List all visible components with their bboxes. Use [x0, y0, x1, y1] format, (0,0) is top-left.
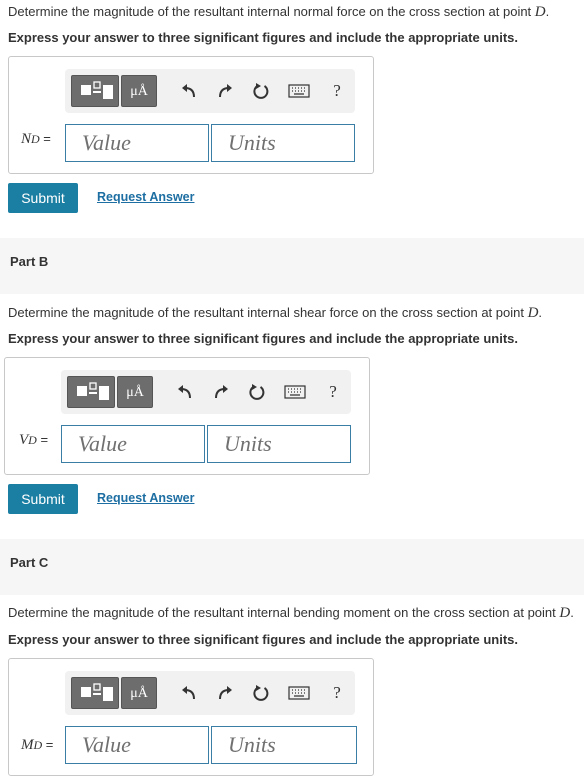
undo-icon [177, 384, 193, 400]
part-b-answer-box [4, 357, 370, 475]
templates-button[interactable] [71, 677, 119, 709]
part-b-submit-button[interactable]: Submit [8, 484, 78, 514]
redo-icon [217, 685, 233, 701]
undo-icon [181, 685, 197, 701]
part-c-units-input[interactable]: Units [211, 726, 357, 764]
keyboard-button[interactable] [281, 376, 309, 408]
redo-icon [213, 384, 229, 400]
redo-button[interactable] [207, 376, 235, 408]
undo-icon [181, 83, 197, 99]
part-c-header [0, 539, 584, 595]
part-b-title: Part B [10, 254, 49, 269]
reset-icon [252, 82, 270, 100]
part-c-variable-label: MD = [21, 737, 54, 753]
templates-icon [68, 377, 116, 409]
undo-button[interactable] [175, 75, 203, 107]
keyboard-icon [284, 385, 306, 399]
templates-button[interactable] [67, 376, 115, 408]
math-toolbar [65, 69, 355, 113]
part-c-instruction: Express your answer to three significant figures and include the appropriate units. [8, 632, 518, 647]
reset-icon [252, 684, 270, 702]
templates-button[interactable] [71, 75, 119, 107]
part-a-units-input[interactable]: Units [211, 124, 355, 162]
part-a-point: D [534, 4, 546, 20]
part-a-question: Determine the magnitude of the resultant internal normal force on the cross section at point D. [8, 4, 550, 20]
keyboard-button[interactable] [285, 677, 313, 709]
reset-button[interactable] [247, 75, 275, 107]
templates-icon [72, 76, 120, 108]
units-button[interactable]: μÅ [117, 376, 153, 408]
keyboard-button[interactable] [285, 75, 313, 107]
part-a-value-input[interactable]: Value [65, 124, 209, 162]
undo-button[interactable] [171, 376, 199, 408]
undo-button[interactable] [175, 677, 203, 709]
part-c-point: D [559, 605, 571, 621]
units-button[interactable]: μÅ [121, 75, 157, 107]
math-toolbar [65, 671, 355, 715]
part-b-value-input[interactable]: Value [61, 425, 205, 463]
reset-button[interactable] [243, 376, 271, 408]
part-a-instruction: Express your answer to three significant figures and include the appropriate units. [8, 30, 518, 45]
part-b-instruction: Express your answer to three significant figures and include the appropriate units. [8, 331, 518, 346]
part-c-value-input[interactable]: Value [65, 726, 209, 764]
part-b-point: D [527, 305, 539, 321]
units-button[interactable]: μÅ [121, 677, 157, 709]
part-c-question: Determine the magnitude of the resultant internal bending moment on the cross section at point D. [8, 605, 574, 621]
math-toolbar [61, 370, 351, 414]
part-a-variable-label: ND = [21, 131, 51, 147]
redo-icon [217, 83, 233, 99]
part-b-variable-label: VD = [19, 432, 49, 448]
part-b-header [0, 238, 584, 294]
help-button[interactable]: ? [333, 81, 341, 100]
help-button[interactable]: ? [333, 683, 341, 702]
keyboard-icon [288, 84, 310, 98]
templates-icon [72, 678, 120, 710]
help-button[interactable]: ? [329, 382, 337, 401]
redo-button[interactable] [211, 677, 239, 709]
part-a-answer-box [8, 56, 374, 174]
part-b-units-input[interactable]: Units [207, 425, 351, 463]
part-a-submit-button[interactable]: Submit [8, 183, 78, 213]
redo-button[interactable] [211, 75, 239, 107]
part-b-request-answer-link[interactable]: Request Answer [97, 491, 195, 505]
part-b-question: Determine the magnitude of the resultant internal shear force on the cross section at point D. [8, 305, 543, 321]
reset-button[interactable] [247, 677, 275, 709]
reset-icon [248, 383, 266, 401]
part-c-title: Part C [10, 555, 49, 570]
keyboard-icon [288, 686, 310, 700]
part-a-request-answer-link[interactable]: Request Answer [97, 190, 195, 204]
part-c-answer-box [8, 658, 374, 776]
